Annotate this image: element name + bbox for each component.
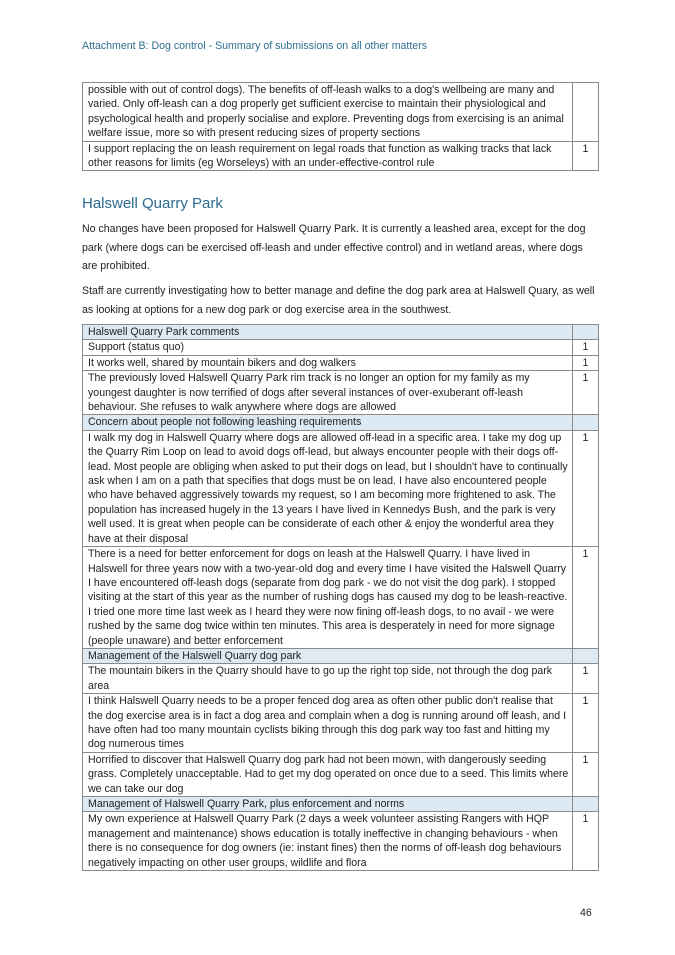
table-row bbox=[83, 752, 599, 796]
table-row bbox=[83, 141, 599, 171]
count-cell: 1 bbox=[573, 752, 599, 796]
category-row bbox=[83, 325, 599, 340]
comment-cell: The previously loved Halswell Quarry Park rim track is no longer an option for my family as my youngest daughter is now terrified of dogs after several instances of over-exuberant off-leash behaviour. She refuses to walk anywhere where dogs are allowed bbox=[83, 371, 573, 415]
table-row bbox=[83, 694, 599, 753]
count-cell: 1 bbox=[573, 355, 599, 370]
table-row bbox=[83, 664, 599, 694]
comment-cell: It works well, shared by mountain bikers and dog walkers bbox=[83, 355, 573, 370]
category-row bbox=[83, 797, 599, 812]
comment-cell: My own experience at Halswell Quarry Park (2 days a week volunteer assisting Rangers with HQP management and maintenance) shows education is totally ineffective in changing behaviours - when there is no consequence for dog owners (ie: instant fines) then the norms of off-leash dog behaviours negatively impacting on other user groups, wildlife and flora bbox=[83, 812, 573, 871]
staff-paragraph: Staff are currently investigating how to better manage and define the dog park area at Halswell Quary, as well as looking at options for a new dog park or dog exercise area in the southwest. bbox=[82, 285, 595, 316]
comment-cell: I support replacing the on leash requirement on legal roads that function as walking tracks that lack other reasons for limits (eg Worseleys) with an under-effective-control rule bbox=[83, 141, 573, 171]
intro-paragraph: No changes have been proposed for Halswell Quarry Park. It is currently a leashed area, except for the dog park (where dogs can be exercised off-leash and under effective control) and in wetland areas, where dogs are prohibited. bbox=[82, 223, 586, 273]
category-label: Halswell Quarry Park comments bbox=[83, 325, 573, 340]
comment-cell: Horrified to discover that Halswell Quarry dog park had not been mown, with dangerously seeding grass. Completely unacceptable. Had to get my dog operated on once due to a seed. This limits where we can take our dog bbox=[83, 752, 573, 796]
table-row bbox=[83, 430, 599, 546]
comment-cell: Support (status quo) bbox=[83, 340, 573, 355]
category-label: Concern about people not following leashing requirements bbox=[83, 415, 573, 430]
count-cell: 1 bbox=[573, 371, 599, 415]
category-row bbox=[83, 648, 599, 663]
table-row bbox=[83, 371, 599, 415]
table-row bbox=[83, 812, 599, 871]
table-row bbox=[83, 547, 599, 649]
submissions-table-continued bbox=[82, 82, 599, 171]
count-cell: 1 bbox=[573, 664, 599, 694]
count-cell: 1 bbox=[573, 812, 599, 871]
comment-cell: I think Halswell Quarry needs to be a proper fenced dog area as often other public don't realise that the dog exercise area is in fact a dog area and complain when a dog is running around off leash, and I have often had too many mountain cyclists biking through this dog park way too fast and hitting my dog numerous times bbox=[83, 694, 573, 753]
count-cell bbox=[573, 648, 599, 663]
section-heading: Halswell Quarry Park bbox=[82, 195, 223, 212]
main-table-body bbox=[83, 325, 599, 871]
count-cell: 1 bbox=[573, 547, 599, 649]
count-cell bbox=[573, 83, 599, 142]
count-cell bbox=[573, 415, 599, 430]
category-label: Management of the Halswell Quarry dog park bbox=[83, 648, 573, 663]
count-cell bbox=[573, 797, 599, 812]
count-cell: 1 bbox=[573, 430, 599, 546]
category-label: Management of Halswell Quarry Park, plus enforcement and norms bbox=[83, 797, 573, 812]
count-cell: 1 bbox=[573, 340, 599, 355]
quarry-comments-table bbox=[82, 324, 599, 871]
comment-cell: The mountain bikers in the Quarry should have to go up the right top side, not through the dog park area bbox=[83, 664, 573, 694]
table-row bbox=[83, 355, 599, 370]
category-row bbox=[83, 415, 599, 430]
table-row bbox=[83, 83, 599, 142]
comment-cell: possible with out of control dogs). The benefits of off-leash walks to a dog's wellbeing are many and varied. Only off-leash can a dog properly get sufficient exercise to maintain their physiological and psychological health and properly socialise and explore. Preventing dogs from exercising is an animal welfare issue, more so with present reducing sizes of property sections bbox=[83, 83, 573, 142]
count-cell: 1 bbox=[573, 141, 599, 171]
count-cell bbox=[573, 325, 599, 340]
table-row bbox=[83, 340, 599, 355]
top-table-body bbox=[83, 83, 599, 171]
document-header: Attachment B: Dog control - Summary of submissions on all other matters bbox=[82, 40, 428, 52]
comment-cell: I walk my dog in Halswell Quarry where dogs are allowed off-lead in a specific area. I take my dog up the Quarry Rim Loop on lead to avoid dogs off-lead, but always encounter people with their dogs off-lead. Most people are obliging when asked to put their dogs on lead, but I shouldn't have to continually ask when I am on a path that specifies that dogs must be on lead. I have also encountered people who have behaved aggressively towards my request, so I am becoming more frightened to ask. The population has increased hugely in the 13 years I have lived in Kennedys Bush, and the park is very well used. It is great when people can be considerate of each other & enjoy the wonderful area they have at their disposal bbox=[83, 430, 573, 546]
count-cell: 1 bbox=[573, 694, 599, 753]
page-number: 46 bbox=[580, 907, 592, 919]
comment-cell: There is a need for better enforcement for dogs on leash at the Halswell Quarry. I have lived in Halswell for three years now with a two-year-old dog and every time I have visited the Halswell Quarry I have encountered off-leash dogs (separate from dog park - we do not visit the dog park). I stopped visiting at the start of this year as the number of rushing dogs has caused my dog to be leash-reactive. I tried one more time last week as I heard they were now fining off-leash dogs, to no avail - we were rushed by the same dog twice within ten minutes. This area is desperately in need for more signage (people unaware) and better enforcement bbox=[83, 547, 573, 649]
